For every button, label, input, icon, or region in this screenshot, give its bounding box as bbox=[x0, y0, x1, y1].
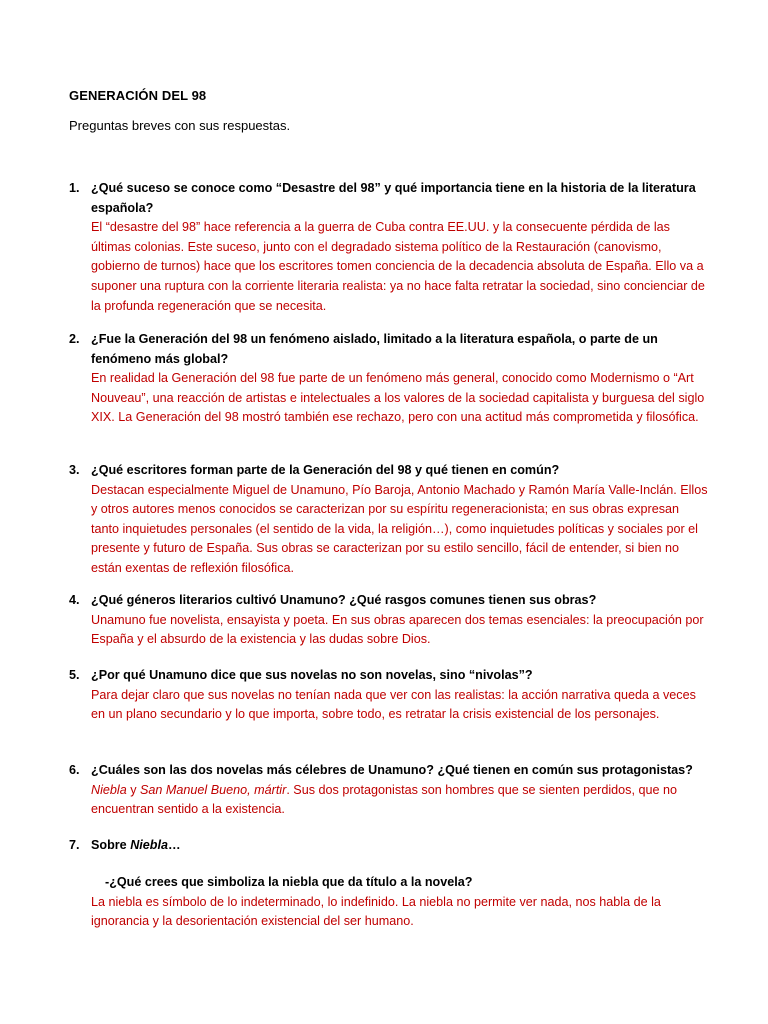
answer-join: y bbox=[126, 782, 140, 797]
novel-title-san-manuel: San Manuel Bueno, mártir bbox=[140, 782, 287, 797]
question-number: 1. bbox=[69, 181, 80, 195]
answer-text: Para dejar claro que sus novelas no tenían nada que ver con las realistas: la acción narrativa queda a veces en un plano secundario y lo que importa, sobre todo, es retratar la crisis existencial de los personajes. bbox=[91, 687, 696, 722]
page-subtitle: Preguntas breves con sus respuestas. bbox=[69, 118, 291, 133]
question-italic-title: Niebla bbox=[130, 838, 168, 852]
question-item-5 bbox=[69, 666, 709, 725]
question-text: ¿Por qué Unamuno dice que sus novelas no son novelas, sino “nivolas”? bbox=[91, 668, 533, 682]
question-text: ¿Qué géneros literarios cultivó Unamuno? ¿Qué rasgos comunes tienen sus obras? bbox=[91, 593, 597, 607]
question-number: 3. bbox=[69, 463, 80, 477]
subquestion-answer: La niebla es símbolo de lo indeterminado, lo indefinido. La niebla no permite ver nada, nos habla de la ignorancia y la desorientación existencial del ser humano. bbox=[91, 894, 661, 929]
question-number: 4. bbox=[69, 593, 80, 607]
question-number: 6. bbox=[69, 763, 80, 777]
question-item-4 bbox=[69, 591, 709, 650]
question-item-2 bbox=[69, 330, 709, 428]
answer-text: Unamuno fue novelista, ensayista y poeta. En sus obras aparecen dos temas esenciales: la preocupación por España y el absurdo de la existencia y las dudas sobre Dios. bbox=[91, 612, 704, 647]
question-text: ¿Cuáles son las dos novelas más célebres de Unamuno? ¿Qué tienen en común sus protagonistas? bbox=[91, 763, 693, 777]
answer-rest: . Sus dos protagonistas son hombres que se sienten perdidos, que no encuentran sentido a la existencia. bbox=[91, 782, 677, 817]
answer-text: El “desastre del 98” hace referencia a la guerra de Cuba contra EE.UU. y la consecuente pérdida de las últimas colonias. Este suceso, junto con el degradado sistema político de la Restauración (canovismo, gobierno de turnos) hace que los escritores tomen conciencia de la decadencia absoluta de España. Ello va a suponer una ruptura con la corriente literaria realista: ya no hace falta retratar la sociedad, sino concienciar de la profunda regeneración que se necesita. bbox=[91, 220, 705, 313]
question-text bbox=[91, 836, 709, 856]
question-text: ¿Qué suceso se conoce como “Desastre del 98” y qué importancia tiene en la historia de la literatura española? bbox=[91, 181, 696, 215]
question-text: ¿Qué escritores forman parte de la Generación del 98 y qué tienen en común? bbox=[91, 463, 560, 477]
answer-text bbox=[91, 781, 709, 820]
answer-text: Destacan especialmente Miguel de Unamuno, Pío Baroja, Antonio Machado y Ramón María Valle-Inclán. Ellos y otros autores menos conocidos se caracterizan por su espíritu regeneracionista; en sus obras expresan tanto inquietudes personales (el sentido de la vida, la religión…), como inquietudes políticas y sociales por el presente y futuro de España. Sus obras se caracterizan por su estilo sencillo, fácil de entender, si bien no están exentas de reflexión filosófica. bbox=[91, 482, 708, 575]
subquestion-item bbox=[91, 873, 711, 932]
answer-text: En realidad la Generación del 98 fue parte de un fenómeno más general, conocido como Modernismo o “Art Nouveau”, una reacción de artistas e intelectuales a los valores de la sociedad capitalista y burguesa del siglo XIX. La Generación del 98 mostró también ese rechazo, pero con una actitud más comprometida y filosófica. bbox=[91, 371, 705, 425]
subquestion-text: -¿Qué crees que simboliza la niebla que da título a la novela? bbox=[105, 875, 473, 889]
question-item-3 bbox=[69, 461, 709, 579]
page-title: GENERACIÓN DEL 98 bbox=[69, 88, 207, 103]
question-item-7 bbox=[69, 836, 709, 856]
question-number: 5. bbox=[69, 668, 80, 682]
question-number: 7. bbox=[69, 838, 80, 852]
novel-title-niebla: Niebla bbox=[91, 782, 127, 797]
question-item-6 bbox=[69, 761, 709, 820]
question-number: 2. bbox=[69, 332, 80, 346]
question-prefix: Sobre bbox=[91, 838, 131, 852]
question-suffix: … bbox=[168, 838, 181, 852]
question-item-1 bbox=[69, 179, 709, 316]
question-text: ¿Fue la Generación del 98 un fenómeno aislado, limitado a la literatura española, o parte de un fenómeno más global? bbox=[91, 332, 658, 366]
